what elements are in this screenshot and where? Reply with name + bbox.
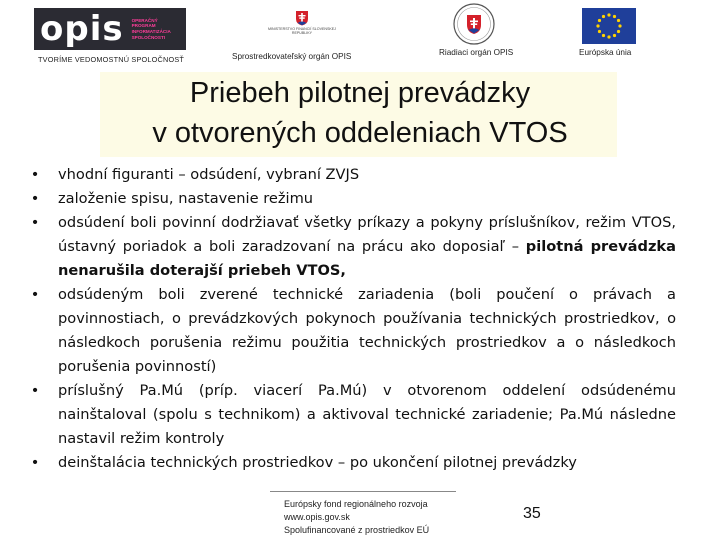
opis-logo-subtitle: OPERAČNÝ PROGRAM INFORMATIZÁCIA SPOLOČNOSTI bbox=[131, 17, 171, 40]
bullet-icon: • bbox=[30, 166, 40, 183]
bullet-item bbox=[30, 211, 676, 283]
bullet-icon: • bbox=[30, 214, 40, 231]
bullet-text: odsúdeným boli zverené technické zariadenia (boli poučení o právach a povinnostiach, o prevádzkových pokynoch používania technických prostriedkov, o následkoch porušenia režimu použitia technických prostriedkov a o následkoch porušenia povinností) bbox=[58, 286, 676, 375]
bullet-item bbox=[30, 379, 676, 451]
bullet-text: odsúdení boli povinní dodržiavať všetky príkazy a pokyny príslušníkov, režim VTOS, ústavný poriadok a boli zaradzovaní na prácu ako doposiaľ – bbox=[58, 214, 676, 255]
eu-star bbox=[607, 35, 610, 38]
bullet-icon: • bbox=[30, 382, 40, 399]
eu-star bbox=[613, 15, 616, 18]
eu-star bbox=[618, 24, 621, 27]
bullet-item bbox=[30, 163, 676, 187]
footer-url: www.opis.gov.sk bbox=[284, 512, 350, 522]
eu-star bbox=[598, 19, 601, 22]
bullet-icon: • bbox=[30, 454, 40, 471]
bullet-list bbox=[30, 163, 676, 475]
eu-star bbox=[617, 30, 620, 33]
slovak-crest-icon bbox=[295, 10, 309, 26]
bullet-icon: • bbox=[30, 286, 40, 303]
eu-star bbox=[602, 15, 605, 18]
seal-icon bbox=[452, 2, 496, 46]
footer-fund: Európsky fond regionálneho rozvoja bbox=[284, 499, 428, 509]
bullet-icon: • bbox=[30, 190, 40, 207]
slide-title bbox=[40, 73, 680, 153]
bullet-item bbox=[30, 283, 676, 379]
eu-star bbox=[607, 13, 610, 16]
eu-flag-icon bbox=[582, 8, 636, 44]
managing-authority-logo bbox=[452, 2, 496, 51]
eu-star bbox=[613, 34, 616, 37]
bullet-item bbox=[30, 187, 676, 211]
ministry-name: MINISTERSTVO FINANCIÍ SLOVENSKEJ REPUBLIKY bbox=[268, 27, 336, 36]
bullet-item bbox=[30, 451, 676, 475]
footer-info bbox=[284, 498, 429, 537]
opis-logo-word: opis bbox=[40, 9, 124, 49]
page-number: 35 bbox=[523, 505, 541, 522]
bullet-text: založenie spisu, nastavenie režimu bbox=[58, 190, 314, 207]
title-line-1: Priebeh pilotnej prevádzky bbox=[189, 77, 531, 109]
footer-divider bbox=[270, 491, 456, 492]
bullet-text: vhodní figuranti – odsúdení, vybraní ZVJS bbox=[58, 166, 360, 183]
bullet-text: deinštalácia technických prostriedkov – po ukončení pilotnej prevádzky bbox=[58, 454, 577, 471]
footer-cofinance: Spolufinancované z prostriedkov EÚ bbox=[284, 525, 430, 535]
opis-logo bbox=[34, 8, 186, 50]
ministry-logo bbox=[262, 10, 342, 36]
managing-authority-caption: Riadiaci orgán OPIS bbox=[439, 48, 514, 57]
bullet-text: príslušný Pa.Mú (príp. viacerí Pa.Mú) v otvorenom oddelení odsúdenému nainštaloval (spolu s technikom) a aktivoval technické zariadenie; Pa.Mú následne nastavil režim kontroly bbox=[58, 382, 676, 447]
eu-star bbox=[598, 30, 601, 33]
eu-caption: Európska únia bbox=[579, 48, 632, 57]
title-line-2: v otvorených oddeleniach VTOS bbox=[152, 117, 568, 149]
bullet-emphasis: pilotná prevádzka nenarušila doterajší priebeh VTOS, bbox=[58, 238, 676, 279]
eu-star bbox=[617, 19, 620, 22]
eu-star bbox=[602, 34, 605, 37]
eu-star bbox=[596, 24, 599, 27]
intermediate-body-caption: Sprostredkovateľský orgán OPIS bbox=[232, 52, 352, 61]
opis-tagline: TVORÍME VEDOMOSTNÚ SPOLOČNOSŤ bbox=[38, 55, 185, 64]
